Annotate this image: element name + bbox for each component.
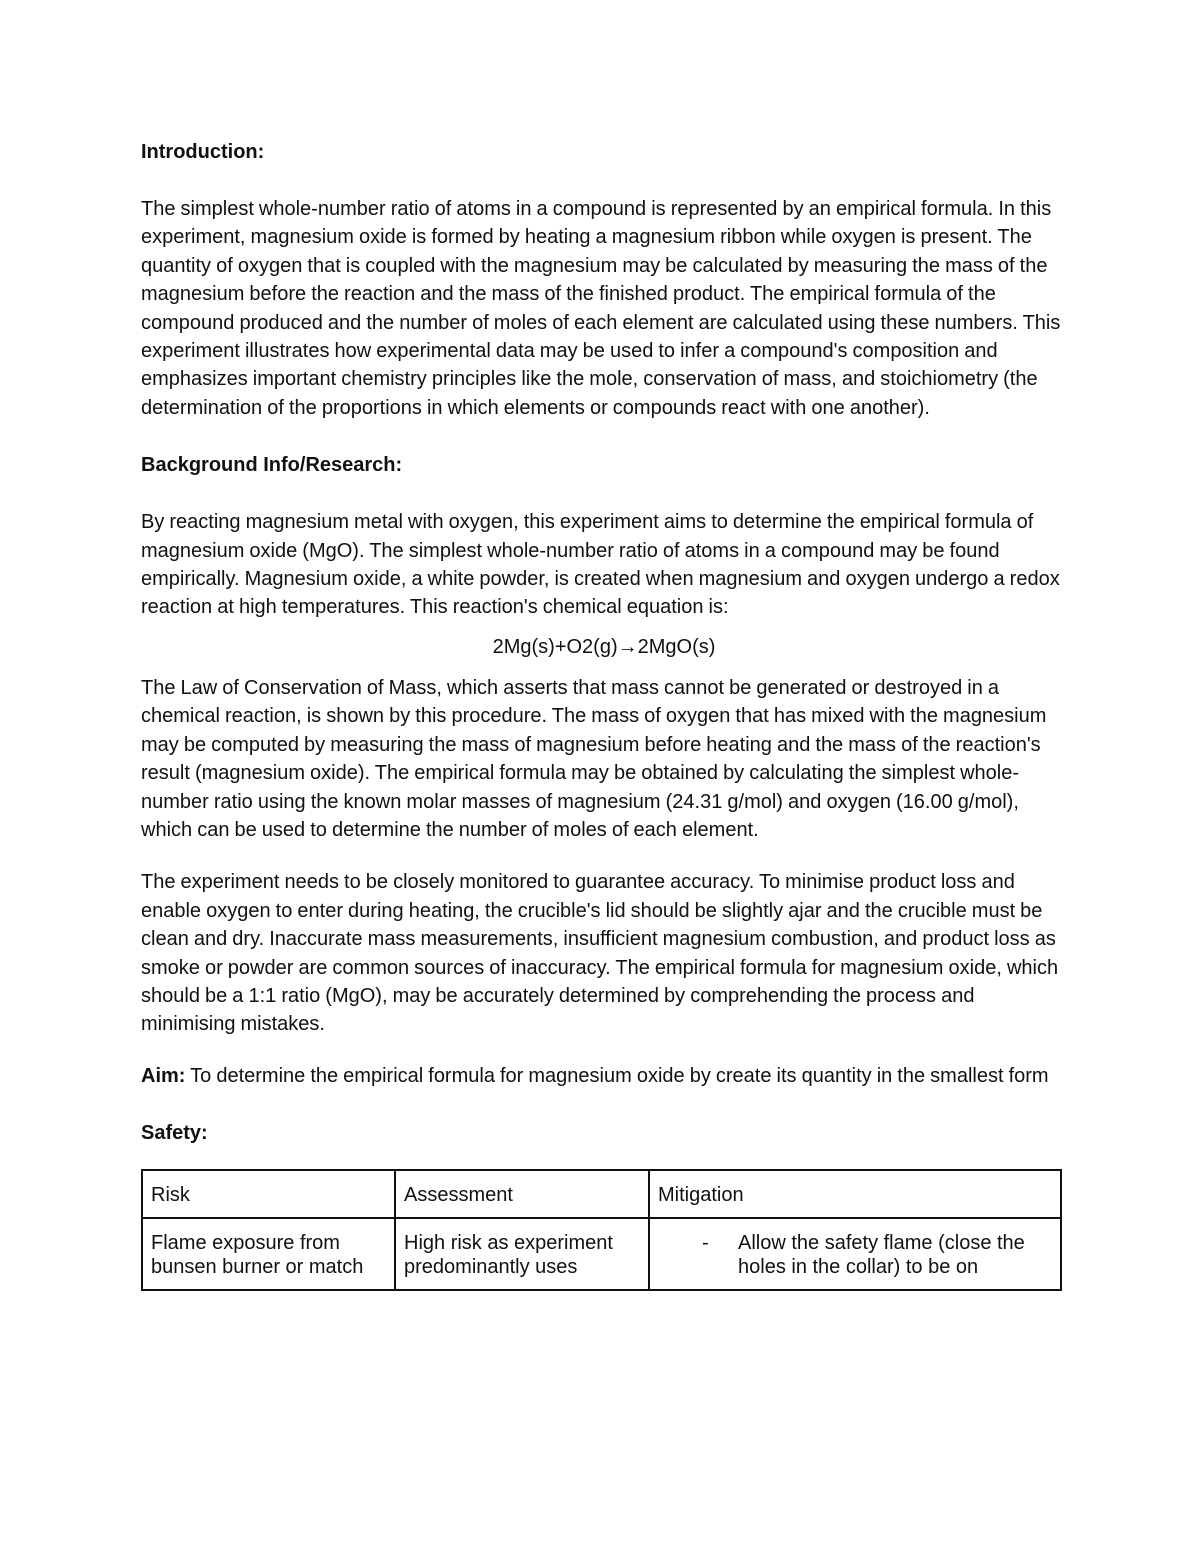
mitigation-list-item xyxy=(658,1231,1052,1279)
introduction-paragraph: The simplest whole-number ratio of atoms in a compound is represented by an empirical formula. In this experiment, magnesium oxide is formed by heating a magnesium ribbon while oxygen is present. The quantity of oxygen that is coupled with the magnesium may be calculated by measuring the mass of the magnesium before the reaction and the mass of the finished product. The empirical formula of the compound produced and the number of moles of each element are calculated using these numbers. This experiment illustrates how experimental data may be used to infer a compound's composition and emphasizes important chemistry principles like the mole, conservation of mass, and stoichiometry (the determination of the proportions in which elements or compounds react with one another). xyxy=(141,198,1061,419)
background-paragraph-2: The Law of Conservation of Mass, which asserts that mass cannot be generated or destroyed in a chemical reaction, is shown by this procedure. The mass of oxygen that has mixed with the magnesium may be computed by measuring the mass of magnesium before heating and the mass of the reaction's result (magnesium oxide). The empirical formula may be obtained by calculating the simplest whole-number ratio using the known molar masses of magnesium (24.31 g/mol) and oxygen (16.00 g/mol), which can be used to determine the number of moles of each element. xyxy=(141,676,1047,841)
aim-paragraph xyxy=(141,1062,1061,1090)
safety-table xyxy=(141,1169,1062,1291)
aim-label: Aim: xyxy=(141,1064,186,1087)
assessment-cell: High risk as experiment predominantly uses xyxy=(395,1218,649,1290)
introduction-heading: Introduction: xyxy=(141,141,265,163)
aim-text: To determine the empirical formula for magnesium oxide by create its quantity in the smallest form xyxy=(185,1064,1049,1087)
background-heading: Background Info/Research: xyxy=(141,454,403,477)
table-row xyxy=(142,1218,1061,1290)
dash-bullet: - xyxy=(702,1232,709,1255)
table-header-row xyxy=(142,1170,1061,1218)
column-header-mitigation: Mitigation xyxy=(649,1170,1061,1218)
safety-heading: Safety: xyxy=(141,1122,208,1145)
mitigation-cell xyxy=(649,1218,1061,1290)
mitigation-text: Allow the safety flame (close the holes in the collar) to be on xyxy=(738,1232,1025,1279)
chemical-equation: 2Mg(s)+O2(g)→2MgO(s) xyxy=(492,635,716,658)
column-header-risk: Risk xyxy=(142,1170,395,1218)
column-header-assessment: Assessment xyxy=(395,1170,649,1218)
document-page xyxy=(141,138,1061,1291)
background-paragraph-3: The experiment needs to be closely monitored to guarantee accuracy. To minimise product loss and enable oxygen to enter during heating, the crucible's lid should be slightly ajar and the crucible must be clean and dry. Inaccurate mass measurements, insufficient magnesium combustion, and product loss as smoke or powder are common sources of inaccuracy. The empirical formula for magnesium oxide, which should be a 1:1 ratio (MgO), may be accurately determined by comprehending the process and minimising mistakes. xyxy=(141,871,1059,1036)
risk-cell: Flame exposure from bunsen burner or match xyxy=(142,1218,395,1290)
background-paragraph-1: By reacting magnesium metal with oxygen, this experiment aims to determine the empirical formula of magnesium oxide (MgO). The simplest whole-number ratio of atoms in a compound may be found empirically. Magnesium oxide, a white powder, is created when magnesium and oxygen undergo a redox reaction at high temperatures. This reaction's chemical equation is: xyxy=(141,511,1060,619)
